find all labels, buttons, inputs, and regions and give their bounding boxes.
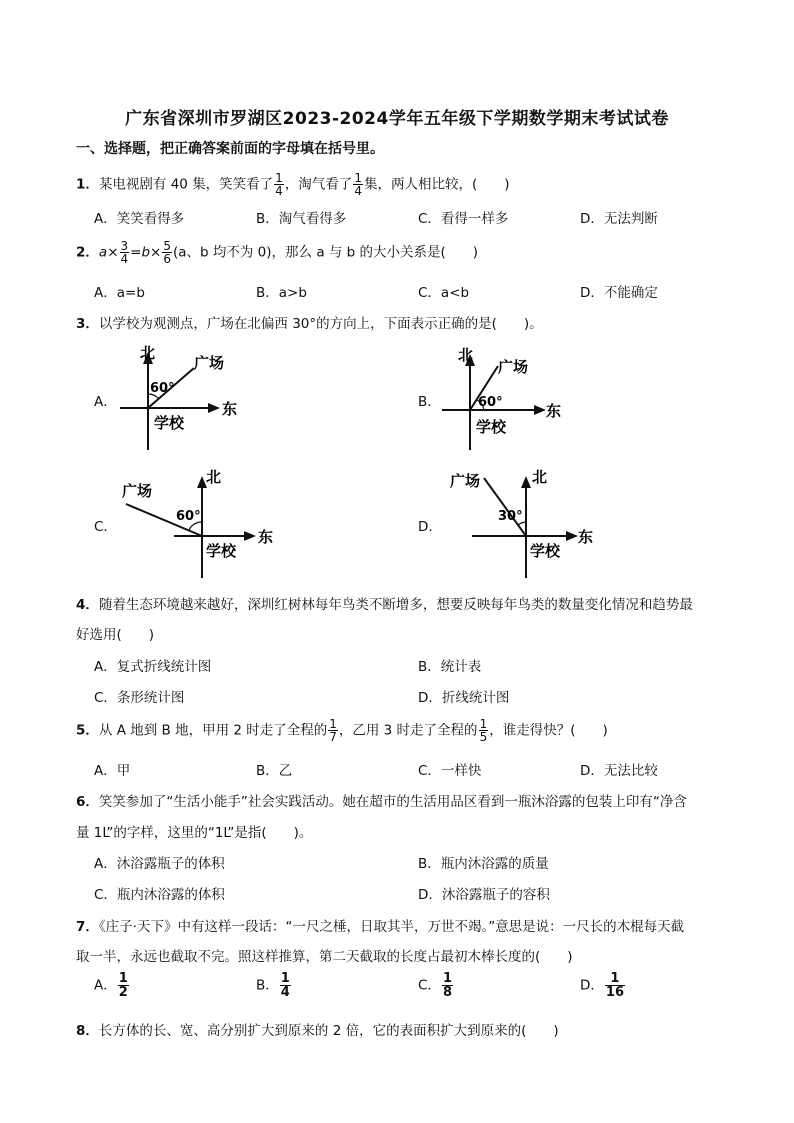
east-label: 东 xyxy=(222,400,238,418)
question-number: 8． xyxy=(76,1023,99,1039)
option-a: A．a=b xyxy=(94,285,145,301)
option-b: B． xyxy=(418,394,441,410)
question-text: (a、b 均不为 0)，那么 a 与 b 的大小关系是( ) xyxy=(172,244,479,261)
option-d: D．不能确定 xyxy=(580,285,658,301)
option-c: C．看得一样多 xyxy=(418,211,509,227)
question-3 xyxy=(76,312,543,332)
question-number: 6． xyxy=(76,794,99,810)
question-text: 集，两人相比较，( ) xyxy=(363,176,510,193)
question-number: 3． xyxy=(76,316,99,332)
question-text: 以学校为观测点，广场在北偏西 30°的方向上，下面表示正确的是( )。 xyxy=(98,316,543,332)
option-d: D． xyxy=(418,519,442,535)
fraction: $\frac{1}{4}$ xyxy=(354,171,362,198)
north-label: 北 xyxy=(206,468,222,486)
north-label: 北 xyxy=(532,468,548,486)
square-label: 广场 xyxy=(498,358,529,376)
square-label: 广场 xyxy=(122,482,153,500)
option-a: A．笑笑看得多 xyxy=(94,211,185,227)
option-b: B．瓶内沐浴露的质量 xyxy=(418,856,549,872)
question-8 xyxy=(76,1019,559,1039)
question-2 xyxy=(76,240,478,265)
square-label: 广场 xyxy=(194,354,225,372)
option-b: B．a>b xyxy=(256,285,307,301)
question-6-line-2: 量 1L”的字样，这里的“1L”是指( )。 xyxy=(76,825,313,841)
compass-diagram-b xyxy=(432,340,572,455)
fraction: $\frac{1}{4}$ xyxy=(280,971,290,1000)
question-6 xyxy=(76,790,687,810)
question-text: 从 A 地到 B 地，甲用 2 时走了全程的 xyxy=(98,722,328,739)
equals-sign: = xyxy=(130,244,142,261)
question-number: 2． xyxy=(76,244,99,261)
school-label: 学校 xyxy=(206,542,237,560)
angle-label: 60° xyxy=(478,395,503,410)
fraction: $\frac{1}{2}$ xyxy=(118,971,128,1000)
option-c: C． $\frac{1}{8}$ xyxy=(418,971,452,1000)
option-c: C．瓶内沐浴露的体积 xyxy=(94,887,225,903)
question-text: 笑笑参加了“生活小能手”社会实践活动。她在超市的生活用品区看到一瓶沐浴露的包装上印有“净含 xyxy=(98,794,687,810)
question-4-line-2: 好选用( ) xyxy=(76,627,155,643)
option-c: C． xyxy=(94,519,117,535)
school-label: 学校 xyxy=(154,414,185,432)
question-text: ，乙用 3 时走了全程的 xyxy=(338,722,478,739)
question-text: 长方体的长、宽、高分别扩大到原来的 2 倍，它的表面积扩大到原来的( ) xyxy=(98,1023,559,1039)
option-d: D．沐浴露瓶子的容积 xyxy=(418,887,550,903)
option-a: A． xyxy=(94,394,117,410)
north-label: 北 xyxy=(140,344,156,362)
north-label: 北 xyxy=(458,346,474,364)
square-label: 广场 xyxy=(450,472,481,490)
east-label: 东 xyxy=(578,528,594,546)
compass-diagram-a xyxy=(110,340,250,455)
question-text: 《庄子·天下》中有这样一段话：“一尺之棰，日取其半，万世不竭。”意思是说：一尺长的木棍每天截 xyxy=(98,919,685,935)
question-1 xyxy=(76,172,510,197)
compass-diagram-d xyxy=(436,462,596,580)
compass-diagram-c xyxy=(110,462,285,580)
school-label: 学校 xyxy=(476,418,507,436)
option-d: D．无法判断 xyxy=(580,211,658,227)
question-number: 5． xyxy=(76,722,99,739)
question-text: ，谁走得快？( ) xyxy=(489,722,608,739)
times-sign: × xyxy=(107,244,119,261)
section-heading: 一、选择题，把正确答案前面的字母填在括号里。 xyxy=(76,141,384,157)
angle-label: 60° xyxy=(176,509,201,524)
option-d: D． $\frac{1}{16}$ xyxy=(580,971,624,1000)
fraction: $\frac{1}{16}$ xyxy=(605,971,624,1000)
option-c: C．a<b xyxy=(418,285,470,301)
question-number: 7． xyxy=(76,919,99,935)
variable-a: a xyxy=(98,244,108,261)
question-5 xyxy=(76,718,608,743)
option-b: B．乙 xyxy=(256,763,293,779)
option-b: B．统计表 xyxy=(418,659,482,675)
option-c: C．一样快 xyxy=(418,763,482,779)
school-label: 学校 xyxy=(530,542,561,560)
question-text: ，淘气看了 xyxy=(284,176,353,193)
angle-label: 60° xyxy=(150,381,175,396)
option-c: C．条形统计图 xyxy=(94,690,185,706)
fraction: $\frac{1}{4}$ xyxy=(275,171,283,198)
page-title: 广东省深圳市罗湖区2023-2024学年五年级下学期数学期末考试试卷 xyxy=(125,109,669,129)
variable-b: b xyxy=(141,244,151,261)
question-number: 4． xyxy=(76,597,99,613)
option-a: A．沐浴露瓶子的体积 xyxy=(94,856,225,872)
times-sign: × xyxy=(150,244,162,261)
question-text: 某电视剧有 40 集，笑笑看了 xyxy=(98,176,274,193)
option-b: B．淘气看得多 xyxy=(256,211,347,227)
option-a: A． $\frac{1}{2}$ xyxy=(94,971,128,1000)
option-a: A．甲 xyxy=(94,763,131,779)
question-7 xyxy=(76,915,684,935)
fraction: $\frac{1}{7}$ xyxy=(329,717,337,744)
option-b: B． $\frac{1}{4}$ xyxy=(256,971,290,1000)
east-label: 东 xyxy=(258,528,274,546)
east-label: 东 xyxy=(546,402,562,420)
option-d: D．无法比较 xyxy=(580,763,658,779)
option-d: D．折线统计图 xyxy=(418,690,510,706)
question-number: 1． xyxy=(76,176,99,193)
fraction: $\frac{1}{5}$ xyxy=(479,717,488,744)
question-text: 随着生态环境越来越好，深圳红树林每年鸟类不断增多，想要反映每年鸟类的数量变化情况和趋势最 xyxy=(98,597,693,613)
question-4 xyxy=(76,593,693,613)
fraction: $\frac{1}{8}$ xyxy=(442,971,452,1000)
option-a: A．复式折线统计图 xyxy=(94,659,212,675)
question-7-line-2: 取一半，永远也截取不完。照这样推算，第二天截取的长度占最初木棒长度的( ) xyxy=(76,949,573,965)
angle-label: 30° xyxy=(498,509,523,524)
fraction: $\frac{5}{6}$ xyxy=(163,239,171,266)
fraction: $\frac{3}{4}$ xyxy=(120,239,129,266)
